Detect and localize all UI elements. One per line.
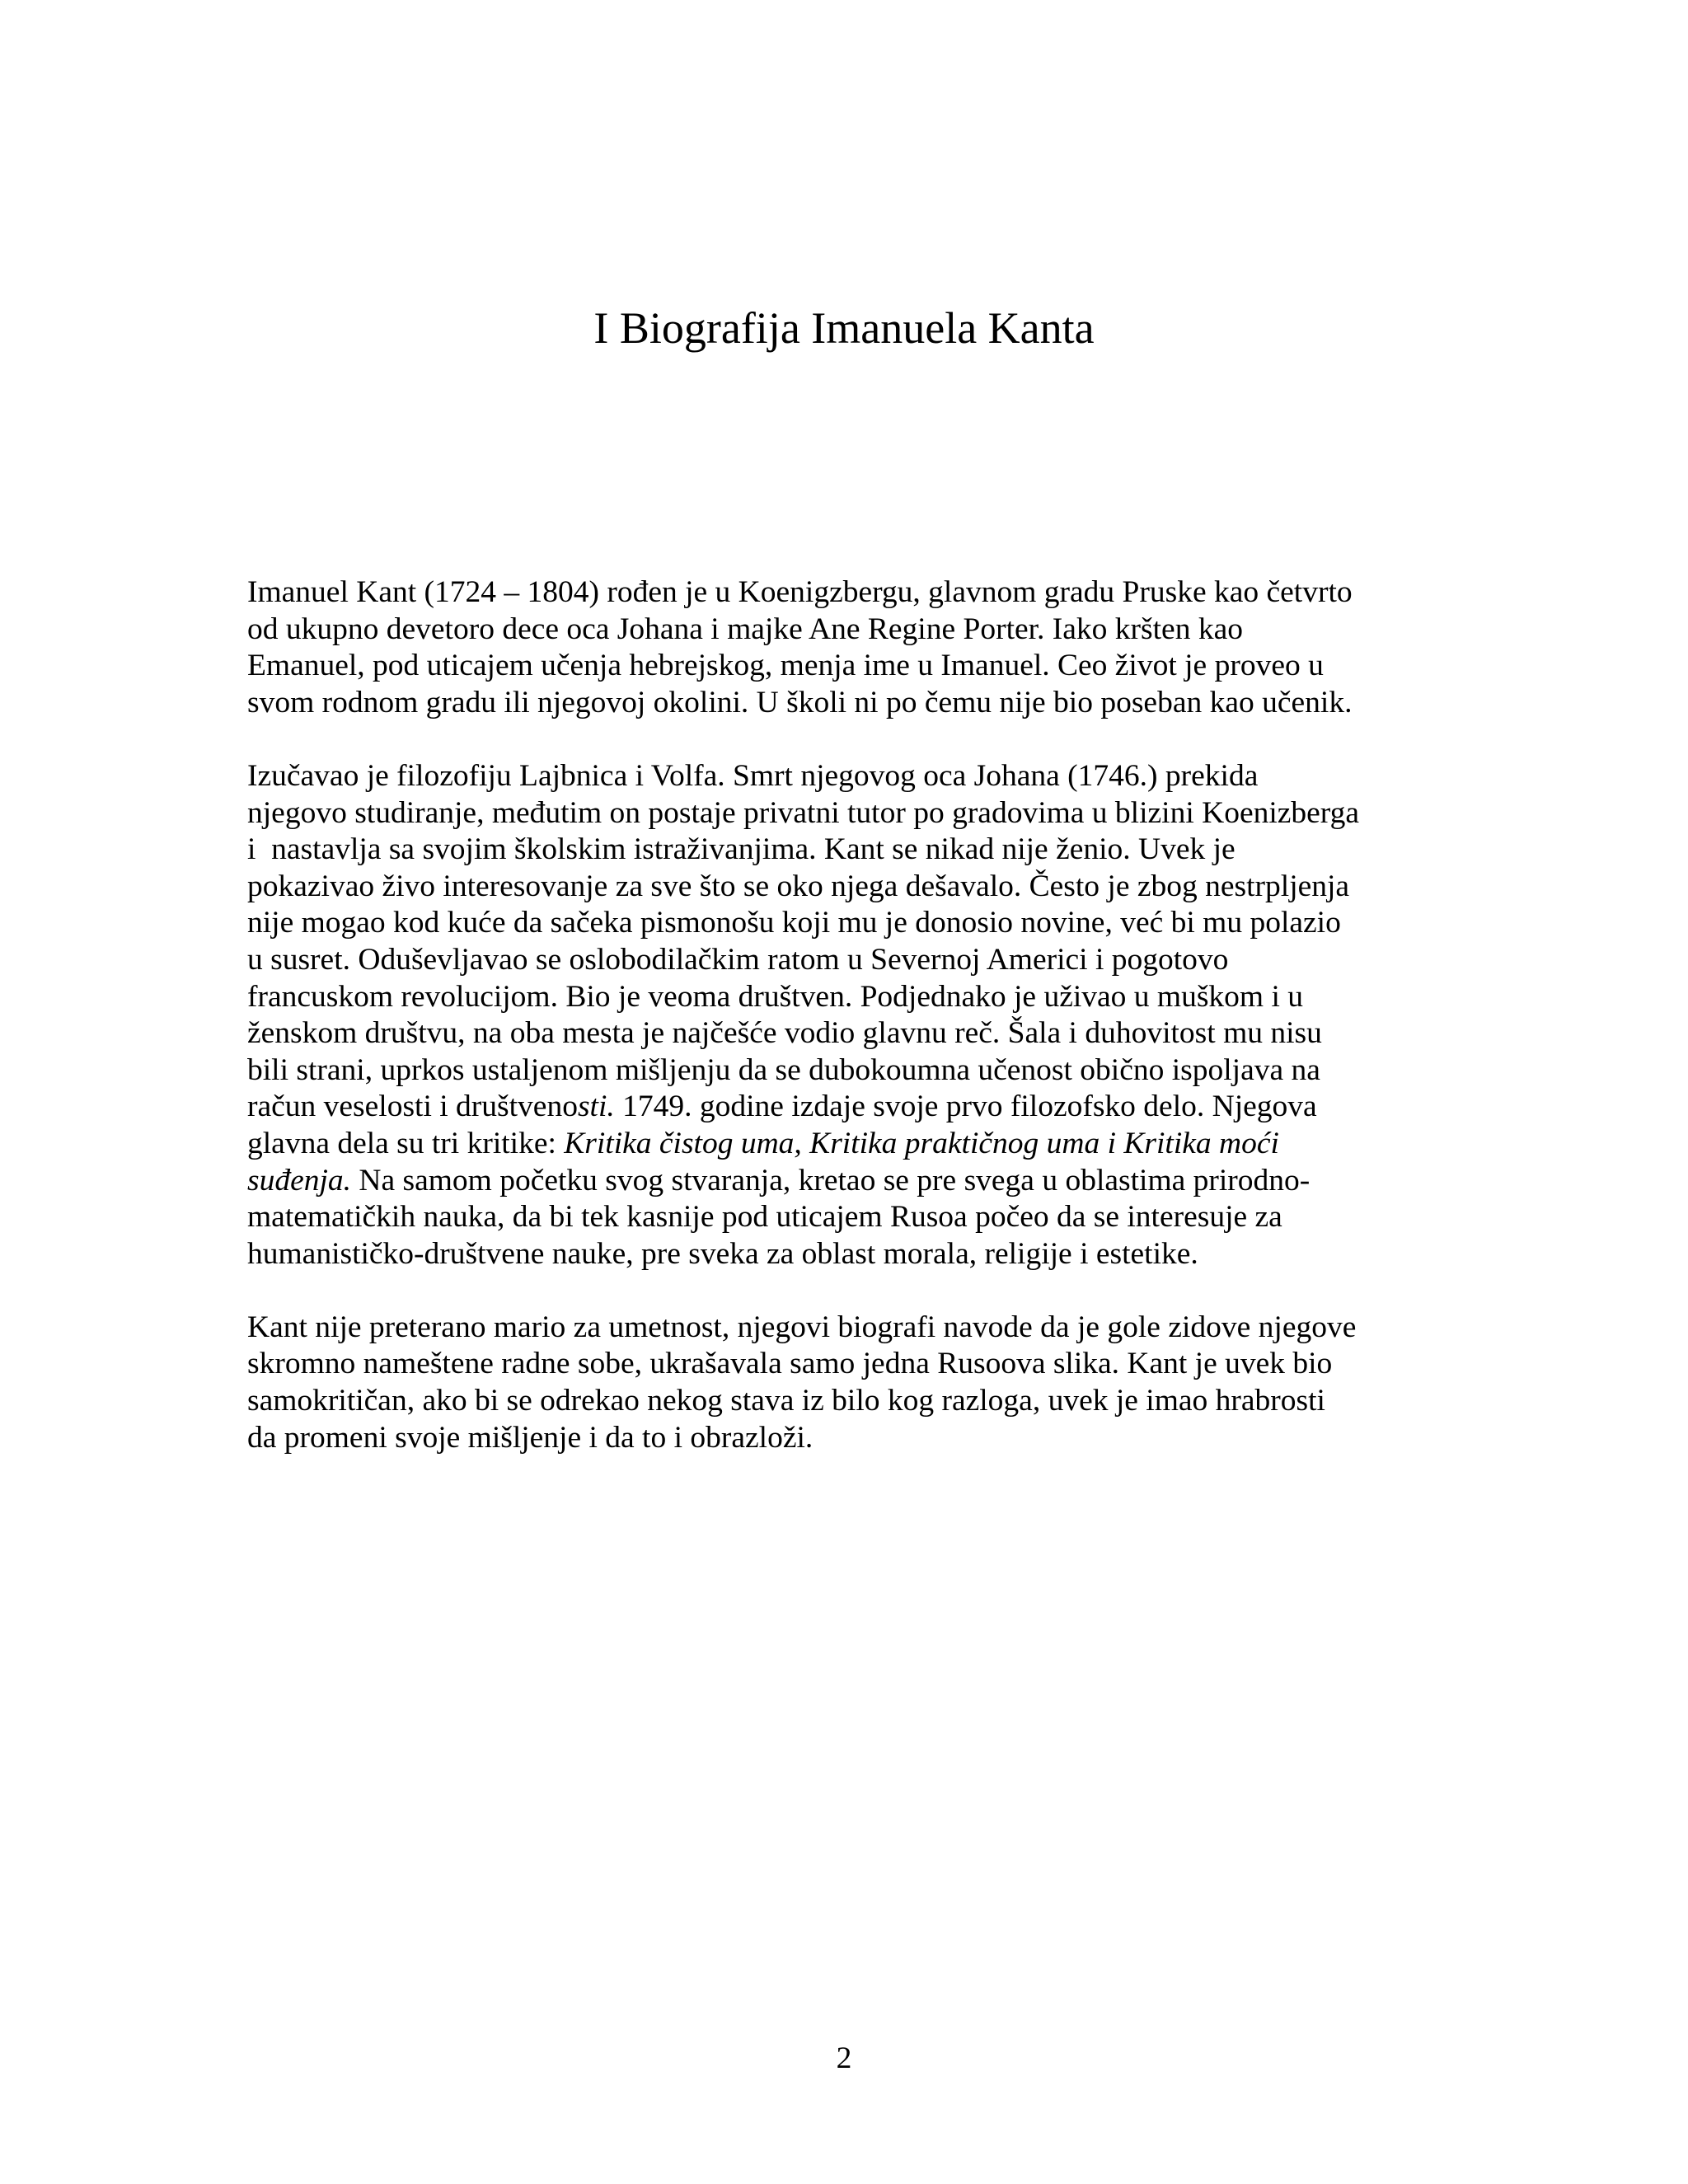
- text-line: i nastavlja sa svojim školskim istraživanjima. Kant se nikad nije ženio. Uvek je: [247, 832, 1236, 867]
- page-number: 2: [836, 2041, 852, 2075]
- paragraph-3: [247, 1310, 1451, 1456]
- text-line: [247, 1163, 1451, 1200]
- text-line: pokazivao živo interesovanje za sve što se oko njega dešavalo. Često je zbog nestrpljenja: [247, 869, 1350, 903]
- italic-book-title: suđenja.: [247, 1163, 352, 1197]
- text-line: Kant nije preterano mario za umetnost, njegovi biografi navode da je gole zidove njegove: [247, 1310, 1357, 1344]
- text-line: skromno nameštene radne sobe, ukrašavala samo jedna Rusoova slika. Kant je uvek bio: [247, 1347, 1333, 1381]
- text-segment: 1749. godine izdaje svoje prvo filozofsko delo. Njegova: [614, 1090, 1317, 1124]
- text-line: [247, 1126, 1451, 1163]
- text-line: Emanuel, pod uticajem učenja hebrejskog, menja ime u Imanuel. Ceo život je proveo u: [247, 649, 1324, 683]
- text-line: nije mogao kod kuće da sačeka pismonošu koji mu je donosio novine, već bi mu polazio: [247, 906, 1341, 940]
- text-line: bili strani, uprkos ustaljenom mišljenju da se dubokoumna učenost obično ispoljava na: [247, 1052, 1320, 1087]
- paragraph-2: [247, 758, 1451, 1272]
- text-line: Izučavao je filozofiju Lajbnica i Volfa. Smrt njegovog oca Johana (1746.) prekida: [247, 758, 1259, 793]
- italic-book-titles: Kritika čistog uma, Kritika praktičnog uma i Kritika moći: [564, 1126, 1279, 1160]
- text-segment: Na samom početku svog stvaranja, kretao se pre svega u oblastima prirodno-: [351, 1163, 1311, 1197]
- text-segment: glavna dela su tri kritike:: [247, 1126, 565, 1160]
- text-line: samokritičan, ako bi se odrekao nekog stava iz bilo kog razloga, uvek je imao hrabrosti: [247, 1384, 1325, 1418]
- text-line: francuskom revolucijom. Bio je veoma društven. Podjednako je uživao u muškom i u: [247, 979, 1304, 1014]
- text-segment: račun veselosti i društveno: [247, 1090, 578, 1124]
- paragraph-gap: [247, 1272, 1451, 1310]
- page-title: I Biografija Imanuela Kanta: [593, 303, 1095, 353]
- text-line: da promeni svoje mišljenje i da to i obrazloži.: [247, 1420, 814, 1455]
- text-line: od ukupno devetoro dece oca Johana i majke Ane Regine Porter. Iako kršten kao: [247, 612, 1243, 646]
- paragraph-1: [247, 574, 1451, 721]
- text-line: njegovo studiranje, međutim on postaje privatni tutor po gradovima u blizini Koenizberga: [247, 795, 1360, 830]
- text-line: svom rodnom gradu ili njegovoj okolini. U školi ni po čemu nije bio poseban kao učenik.: [247, 685, 1353, 719]
- text-line: ženskom društvu, na oba mesta je najčešće vodio glavnu reč. Šala i duhovitost mu nisu: [247, 1016, 1322, 1051]
- text-line: humanističko-društvene nauke, pre sveka za oblast morala, religije i estetike.: [247, 1236, 1198, 1271]
- italic-segment: sti.: [577, 1090, 615, 1124]
- text-line: u susret. Oduševljavao se oslobodilačkim ratom u Severnoj Americi i pogotovo: [247, 942, 1229, 977]
- text-line: Imanuel Kant (1724 – 1804) rođen je u Koenigzbergu, glavnom gradu Pruske kao četvrto: [247, 575, 1353, 609]
- text-line: matematičkih nauka, da bi tek kasnije pod uticajem Rusoa počeo da se interesuje za: [247, 1200, 1282, 1235]
- paragraph-gap: [247, 721, 1451, 758]
- text-line: [247, 1089, 1451, 1126]
- body-text: [247, 574, 1451, 1456]
